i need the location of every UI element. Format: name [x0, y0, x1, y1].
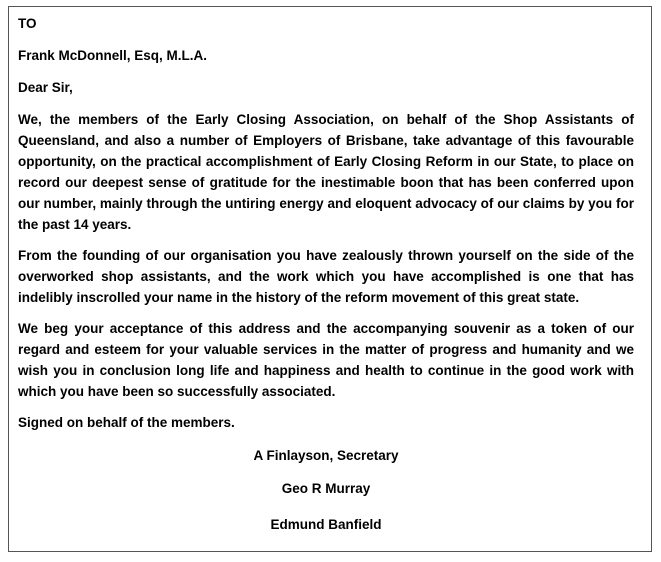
letter-paragraph-2: From the founding of our organisation you have zealously thrown yourself on the side of the overworked shop assistants, and the work which you have accomplished is one that has indelibly inscrolled your name in the history of the reform movement of this great state. [18, 248, 634, 305]
letter-salutation: Dear Sir, [18, 80, 73, 95]
letter-paragraph-1: We, the members of the Early Closing Association, on behalf of the Shop Assistants of Queensland, and also a number of Employers of Brisbane, take advantage of this favourable opportunity, on the practical accomplishment of Early Closing Reform in our State, to place on record our deepest sense of gratitude for the inestimable boon that has been conferred upon our number, mainly through the untiring energy and eloquent advocacy of our claims by you for the past 14 years. [18, 112, 634, 232]
letter-body [18, 13, 634, 535]
signatory-secretary: A Finlayson, Secretary [253, 448, 399, 463]
letter-paragraph-3: We beg your acceptance of this address and the accompanying souvenir as a token of our regard and esteem for your valuable services in the matter of progress and humanity and we wish you in conclusion long life and happiness and health to continue in the good work with which you have been so successfully associated. [18, 321, 634, 399]
letter-closing: Signed on behalf of the members. [18, 415, 235, 430]
letter-recipient: Frank McDonnell, Esq, M.L.A. [18, 48, 208, 63]
signatory-banfield: Edmund Banfield [270, 517, 382, 532]
letter-frame [8, 6, 652, 552]
letter-to-label: TO [18, 16, 37, 31]
signatory-murray: Geo R Murray [281, 481, 371, 496]
